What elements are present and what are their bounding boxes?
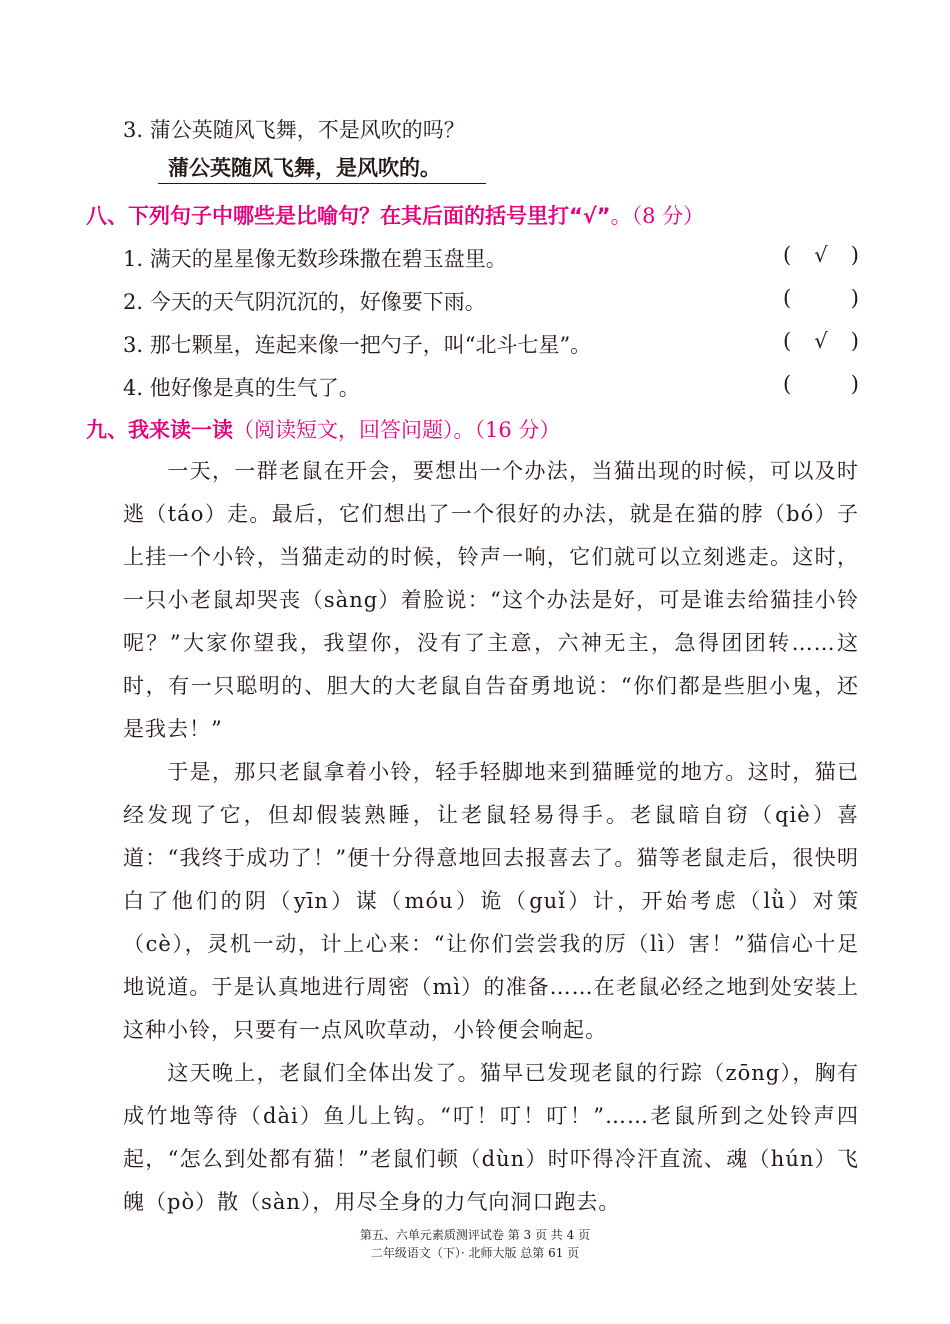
footer-book-info: 二年级语文（下）· 北师大版 总第 61 页 (370, 1246, 580, 1260)
q7-item-3-answer: 蒲公英随风飞舞，是风吹的。 (158, 152, 486, 184)
check-mark: √ (814, 243, 828, 267)
passage-paragraph-2 (123, 751, 859, 1052)
section-8-title (86, 200, 704, 230)
paragraph-text: 这天晚上，老鼠们全体出发了。猫早已发现老鼠的行踪（zōng），胸有成竹地等待（dài）鱼儿上钩。“叮！叮！叮！”……老鼠所到之处铃声四起，“怎么到处都有猫！”老鼠们顿（dùn）时吓得冷汗直流、魂（hún）飞魄（pò）散（sàn），用尽全身的力气向洞口跑去。 (123, 1061, 859, 1214)
section-8-title-score: 。（8 分） (610, 204, 705, 228)
paren-close: ) (850, 286, 859, 310)
section-8-item-4-answer-box (783, 372, 859, 396)
section-8-item-2: 2. 今天的天气阴沉沉的，好像要下雨。 (123, 290, 486, 314)
section-9-title-note: （阅读短文，回答问题）。（16 分） (233, 418, 561, 442)
paren-close: ) (850, 329, 859, 353)
q7-item-3-question: 3. 蒲公英随风飞舞，不是风吹的吗？ (123, 118, 465, 142)
section-9-title-main: 九、我来读一读 (86, 418, 233, 442)
section-8-item-2-answer-box (783, 286, 859, 310)
section-8-item-4: 4. 他好像是真的生气了。 (123, 376, 360, 400)
section-8-item-1: 1. 满天的星星像无数珍珠撒在碧玉盘里。 (123, 247, 507, 271)
check-mark: √ (814, 329, 828, 353)
paragraph-text: 于是，那只老鼠拿着小铃，轻手轻脚地来到猫睡觉的地方。这时，猫已经发现了它，但却假装熟睡，让老鼠轻易得手。老鼠暗自窃（qiè）喜道：“我终于成功了！”便十分得意地回去报喜去了。猫等老鼠走后，很快明白了他们的阴（yīn）谋（móu）诡（guǐ）计，开始考虑（lǜ）对策（cè），灵机一动，计上心来：“让你们尝尝我的厉（lì）害！”猫信心十足地说道。于是认真地进行周密（mì）的准备……在老鼠必经之地到处安装上这种小铃，只要有一点风吹草动，小铃便会响起。 (123, 760, 859, 1042)
section-8-title-main: 八、下列句子中哪些是比喻句？在其后面的括号里打“√” (86, 204, 611, 228)
passage-paragraph-3 (123, 1052, 859, 1224)
paren-open: ( (783, 372, 792, 396)
paren-open: ( (783, 243, 792, 267)
section-8-item-3: 3. 那七颗星，连起来像一把勺子，叫“北斗七星”。 (123, 333, 592, 357)
section-8-item-3-answer-box (783, 329, 859, 353)
paren-open: ( (783, 329, 792, 353)
paren-close: ) (850, 243, 859, 267)
passage-paragraph-1 (123, 450, 859, 751)
paren-close: ) (850, 372, 859, 396)
paren-open: ( (783, 286, 792, 310)
section-9-title (86, 414, 560, 444)
paragraph-text: 一天，一群老鼠在开会，要想出一个办法，当猫出现的时候，可以及时逃（táo）走。最后，它们想出了一个很好的办法，就是在猫的脖（bó）子上挂一个小铃，当猫走动的时候，铃声一响，它们就可以立刻逃走。这时，一只小老鼠却哭丧（sàng）着脸说：“这个办法是好，可是谁去给猫挂小铃呢？”大家你望我，我望你，没有了主意，六神无主，急得团团转……这时，有一只聪明的、胆大的大老鼠自告奋勇地说：“你们都是些胆小鬼，还是我去！” (123, 459, 859, 741)
footer-page-info: 第五、六单元素质测评试卷 第 3 页 共 4 页 (359, 1228, 591, 1242)
section-8-item-1-answer-box (783, 243, 859, 267)
